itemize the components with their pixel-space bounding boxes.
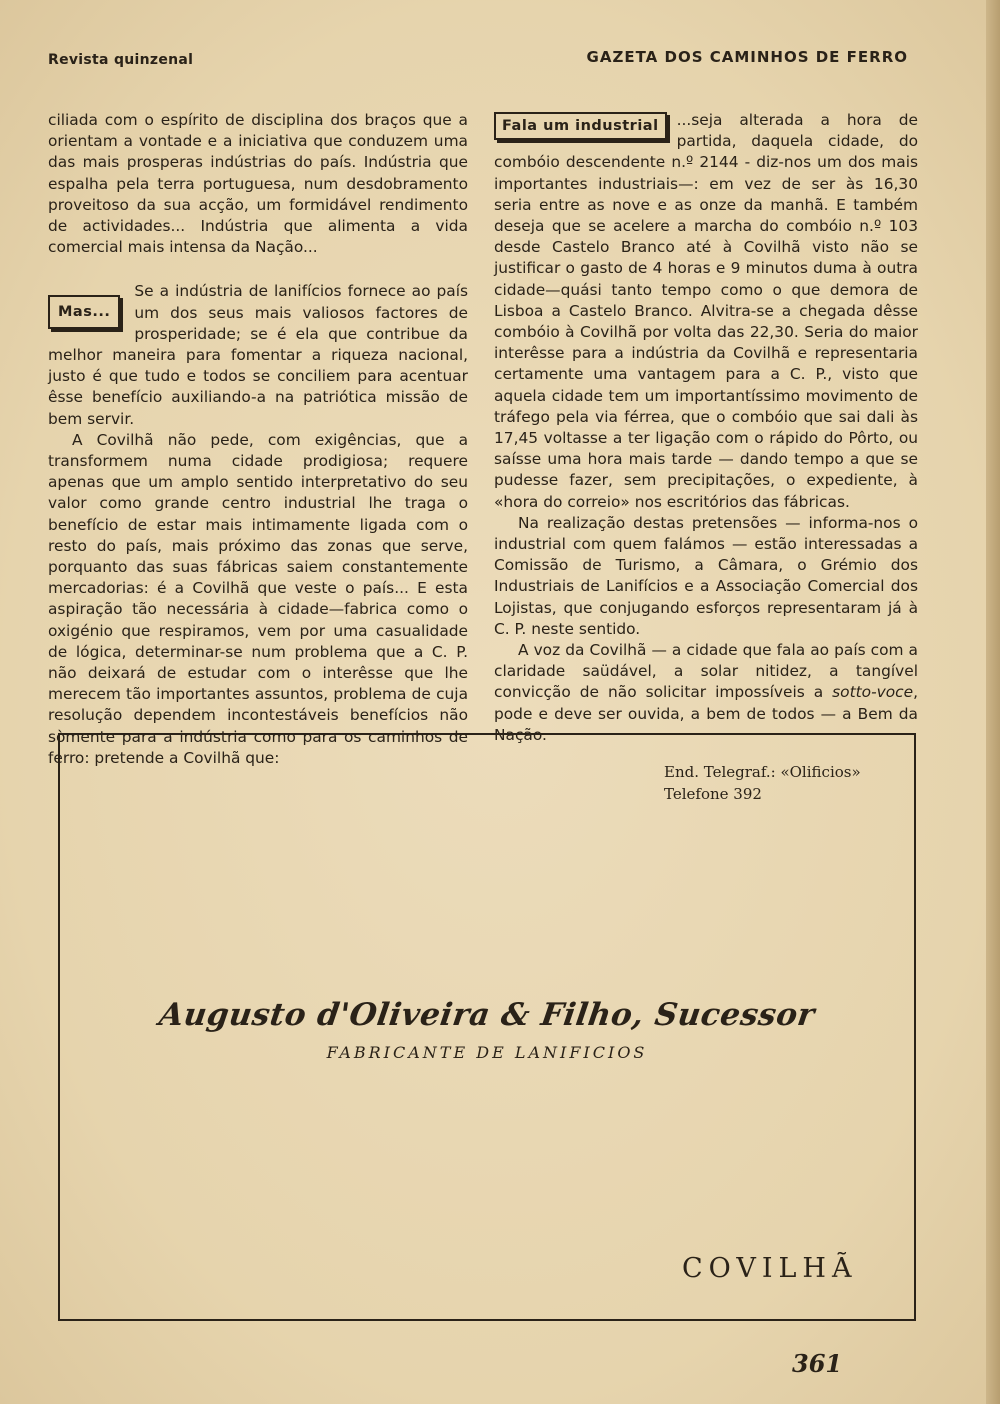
right-column [494, 110, 918, 746]
left-paragraph-1: ciliada com o espírito de disciplina dos braços que a orientam a vontade e a iniciativa que conduzem uma das mais prosperas indústrias do país. Indústria que espalha pela terra portuguesa, num desdobramento proveitoso da sua acção, um formidável rendimento de actividades... Indústria que alimenta a vida comercial mais intensa da Nação... [48, 111, 468, 257]
ad-company-subtitle: FABRICANTE DE LANIFICIOS [326, 1043, 648, 1062]
section-label-fala-um-industrial: Fala um industrial [494, 112, 667, 140]
left-column [48, 110, 468, 769]
running-header-left: Revista quinzenal [48, 52, 194, 68]
ad-telegraph: End. Telegraf.: «Olificios» [664, 763, 861, 781]
ad-phone: Telefone 392 [664, 785, 762, 803]
right-paragraph-1 [494, 110, 918, 513]
right-paragraph-1-text: ...seja alterada a hora de partida, daquela cidade, do combóio descendente n.º 2144 - diz-nos um dos mais importantes industriais—: em vez de ser às 16,30 seria entre as nove e as onze da manhã. E também deseja que se acelere a marcha do combóio n.º 103 desde Castelo Branco até à Covilhã visto não se justificar o gasto de 4 horas e 9 minutos duma à outra cidade—quási tanto tempo como o que demora de Lisboa a Castelo Branco. Alvitra-se a chegada dêsse combóio à Covilhã por volta das 22,30. Seria do maior interêsse para a indústria da Covilhã e representaria certamente uma vantagem para a C. P., visto que aquela cidade tem um importantíssimo movimento de tráfego pela via férrea, que o combóio que sai dali às 17,45 voltasse a ter ligação com o rápido do Pôrto, ou saísse uma hora mais tarde — dando tempo a que se pudesse fazer, sem precipitações, o expediente, à «hora do correio» nos escritórios das fábricas. [494, 111, 918, 511]
advertisement-box [58, 733, 916, 1321]
ad-contact [664, 761, 861, 805]
right-paragraph-3-emphasis: sotto-voce [832, 683, 914, 702]
right-paragraph-2: Na realização destas pretensões — informa-nos o industrial com quem falámos — estão interessadas a Comissão de Turismo, a Câmara, o Grémio dos Industriais de Lanifícios e a Associação Comercial dos Lojistas, que conjugando esforços representaram já à C. P. neste sentido. [494, 513, 918, 638]
right-paragraph-3 [494, 640, 918, 746]
section-label-mas: Mas... [48, 295, 120, 329]
left-paragraph-2 [48, 281, 468, 429]
running-header-right: GAZETA DOS CAMINHOS DE FERRO [586, 48, 908, 66]
ad-city: COVILHÃ [682, 1253, 858, 1284]
page-edge [986, 0, 1000, 1404]
page-number: 361 [792, 1349, 843, 1378]
left-paragraph-3: A Covilhã não pede, com exigências, que a transformem numa cidade prodigiosa; requere apenas que um amplo sentido interpretativo do seu valor como grande centro industrial lhe traga o benefício de estar mais intimamente ligada com o resto do país, mais próximo das zonas que serve, porquanto das suas fábricas saiem constantemente mercadorias: é a Covilhã que veste o país... E esta aspiração tão necessária à cidade—fabrica como o oxigénio que respiramos, vem por uma casualidade de lógica, determinar-se num problema que a C. P. não deixará de estudar com o interêsse que lhe merecem tão importantes assuntos, problema de cuja resolução dependem incontestáveis benefícios não sòmente para a indústria como para os caminhos de ferro: pretende a Covilhã que: [48, 430, 468, 767]
right-paragraph-3-end: , pode e deve ser ouvida, a bem de todos — a Bem da Nação. [494, 683, 918, 744]
left-paragraph-2-text: Se a indústria de lanifícios fornece ao país um dos seus mais valiosos factores de prosperidade; se é ela que contribue da melhor maneira para fomentar a riqueza nacional, justo é que tudo e todos se conciliem para acentuar êsse benefício auxiliando-a na patriótica missão de bem servir. [48, 282, 468, 428]
right-paragraph-3-start: A voz da Covilhã — a cidade que fala ao país com a claridade saüdável, a solar nitidez, a tangível convicção de não solicitar impossíveis a [494, 641, 918, 702]
paragraph-gap [48, 258, 468, 281]
ad-company-name: Augusto d'Oliveira & Filho, Sucessor [156, 997, 818, 1033]
